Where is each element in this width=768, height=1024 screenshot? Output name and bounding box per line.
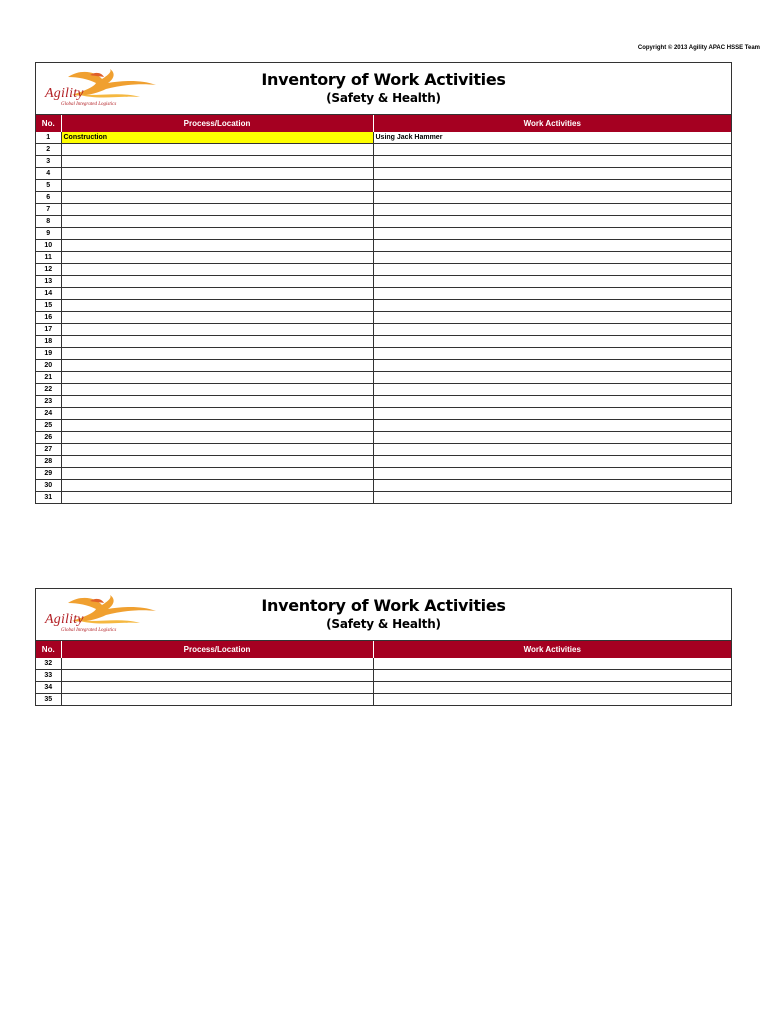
work-activity-cell[interactable] [373,324,731,336]
inventory-sheet-2 [35,588,732,706]
table-row [36,324,731,336]
table-row [36,492,731,504]
process-location-cell[interactable] [61,480,373,492]
table-row [36,468,731,480]
row-number: 35 [36,694,61,706]
table-row [36,264,731,276]
table-row [36,240,731,252]
process-location-cell[interactable] [61,168,373,180]
table-body [36,658,731,705]
process-location-cell[interactable] [61,288,373,300]
process-location-cell[interactable] [61,300,373,312]
work-activity-cell[interactable] [373,288,731,300]
work-activity-cell[interactable] [373,432,731,444]
row-number: 20 [36,360,61,372]
logo-name: Agility [45,612,84,627]
process-location-cell[interactable] [61,216,373,228]
table-header-row [36,641,731,658]
work-activity-cell[interactable] [373,384,731,396]
table-row [36,408,731,420]
work-activity-cell[interactable] [373,360,731,372]
row-number: 7 [36,204,61,216]
work-activity-cell[interactable] [373,670,731,682]
work-activity-cell[interactable] [373,252,731,264]
table-row [36,180,731,192]
sheet-header [36,589,731,641]
table-row [36,682,731,694]
process-location-cell[interactable]: Construction [61,132,373,144]
work-activity-cell[interactable] [373,216,731,228]
work-activity-cell[interactable] [373,192,731,204]
table-row [36,384,731,396]
process-location-cell[interactable] [61,276,373,288]
work-activity-cell[interactable] [373,372,731,384]
table-row [36,216,731,228]
work-activity-cell[interactable] [373,240,731,252]
row-number: 16 [36,312,61,324]
logo-tagline: Global Integrated Logistics [61,628,117,633]
process-location-cell[interactable] [61,360,373,372]
row-number: 11 [36,252,61,264]
table-row [36,420,731,432]
work-activity-cell[interactable] [373,348,731,360]
process-location-cell[interactable] [61,192,373,204]
table-body [36,132,731,503]
process-location-cell[interactable] [61,336,373,348]
row-number: 12 [36,264,61,276]
row-number: 21 [36,372,61,384]
work-activity-cell[interactable]: Using Jack Hammer [373,132,731,144]
row-number: 19 [36,348,61,360]
process-location-cell[interactable] [61,264,373,276]
process-location-cell[interactable] [61,228,373,240]
column-header-no: No. [36,641,61,658]
work-activity-cell[interactable] [373,204,731,216]
process-location-cell[interactable] [61,456,373,468]
row-number: 18 [36,336,61,348]
table-header-row [36,115,731,132]
table-row [36,276,731,288]
table-row [36,144,731,156]
copyright-text: Copyright © 2013 Agility APAC HSSE Team [637,45,760,51]
work-activity-cell[interactable] [373,336,731,348]
work-activity-cell[interactable] [373,180,731,192]
table-row [36,694,731,706]
row-number: 15 [36,300,61,312]
row-number: 14 [36,288,61,300]
work-activity-cell[interactable] [373,228,731,240]
row-number: 33 [36,670,61,682]
work-activity-cell[interactable] [373,682,731,694]
process-location-cell[interactable] [61,408,373,420]
process-location-cell[interactable] [61,682,373,694]
work-activity-cell[interactable] [373,300,731,312]
table-row [36,432,731,444]
column-header-activities: Work Activities [373,641,731,658]
row-number: 26 [36,432,61,444]
process-location-cell[interactable] [61,432,373,444]
process-location-cell[interactable] [61,372,373,384]
process-location-cell[interactable] [61,492,373,504]
column-header-no: No. [36,115,61,132]
work-activity-cell[interactable] [373,168,731,180]
row-number: 28 [36,456,61,468]
work-activity-cell[interactable] [373,492,731,504]
process-location-cell[interactable] [61,396,373,408]
process-location-cell[interactable] [61,312,373,324]
process-location-cell[interactable] [61,144,373,156]
sheet-header [36,63,731,115]
work-activity-cell[interactable] [373,408,731,420]
row-number: 25 [36,420,61,432]
process-location-cell[interactable] [61,670,373,682]
process-location-cell[interactable] [61,348,373,360]
row-number: 24 [36,408,61,420]
process-location-cell[interactable] [61,694,373,706]
process-location-cell[interactable] [61,658,373,670]
row-number: 23 [36,396,61,408]
table-row [36,658,731,670]
row-number: 3 [36,156,61,168]
column-header-process: Process/Location [61,641,373,658]
row-number: 6 [36,192,61,204]
row-number: 32 [44,660,53,667]
logo-tagline: Global Integrated Logistics [61,102,117,107]
logo-name: Agility [45,86,84,101]
row-number: 2 [36,144,61,156]
process-location-cell[interactable] [61,420,373,432]
work-activity-cell[interactable] [373,456,731,468]
row-number: 34 [36,682,61,694]
row-number: 30 [36,480,61,492]
table-row [36,192,731,204]
work-activity-cell[interactable] [373,444,731,456]
process-location-cell[interactable] [61,240,373,252]
table-row [36,360,731,372]
process-location-cell[interactable] [61,180,373,192]
process-location-cell[interactable] [61,156,373,168]
work-activity-cell[interactable] [373,276,731,288]
row-number: 10 [36,240,61,252]
process-location-cell[interactable] [61,468,373,480]
row-number: 27 [36,444,61,456]
work-activity-cell[interactable] [373,144,731,156]
page-subtitle: (Safety & Health) [326,91,441,105]
column-header-process: Process/Location [61,115,373,132]
row-number: 5 [36,180,61,192]
row-number: 1 [46,134,51,141]
table-row [36,228,731,240]
table-row [36,300,731,312]
row-number: 17 [36,324,61,336]
row-number: 29 [36,468,61,480]
row-number: 9 [36,228,61,240]
work-activity-cell[interactable] [373,480,731,492]
table-row [36,348,731,360]
table-row [36,156,731,168]
table-row [36,168,731,180]
process-location-cell[interactable] [61,444,373,456]
page-title: Inventory of Work Activities [261,596,506,615]
work-activity-cell[interactable] [373,694,731,706]
row-number: 4 [36,168,61,180]
table-row [36,396,731,408]
work-activity-cell[interactable] [373,468,731,480]
work-activity-cell[interactable] [373,396,731,408]
process-location-cell[interactable] [61,384,373,396]
process-location-cell[interactable] [61,252,373,264]
process-location-cell[interactable] [61,204,373,216]
column-header-activities: Work Activities [373,115,731,132]
row-number: 31 [36,492,61,504]
table-row [36,456,731,468]
page-title: Inventory of Work Activities [261,70,506,89]
row-number: 13 [36,276,61,288]
work-activity-cell[interactable] [373,312,731,324]
table-row [36,132,731,144]
table-row [36,312,731,324]
row-number: 8 [36,216,61,228]
table-row [36,480,731,492]
work-activity-cell[interactable] [373,156,731,168]
table-row [36,252,731,264]
activities-table [36,641,731,705]
table-row [36,670,731,682]
table-row [36,336,731,348]
work-activity-cell[interactable] [373,658,731,670]
row-number: 22 [36,384,61,396]
activities-table [36,115,731,503]
table-row [36,288,731,300]
table-row [36,204,731,216]
table-row [36,372,731,384]
process-location-cell[interactable] [61,324,373,336]
table-row [36,444,731,456]
work-activity-cell[interactable] [373,420,731,432]
work-activity-cell[interactable] [373,264,731,276]
page-subtitle: (Safety & Health) [326,617,441,631]
inventory-sheet-1 [35,62,732,504]
